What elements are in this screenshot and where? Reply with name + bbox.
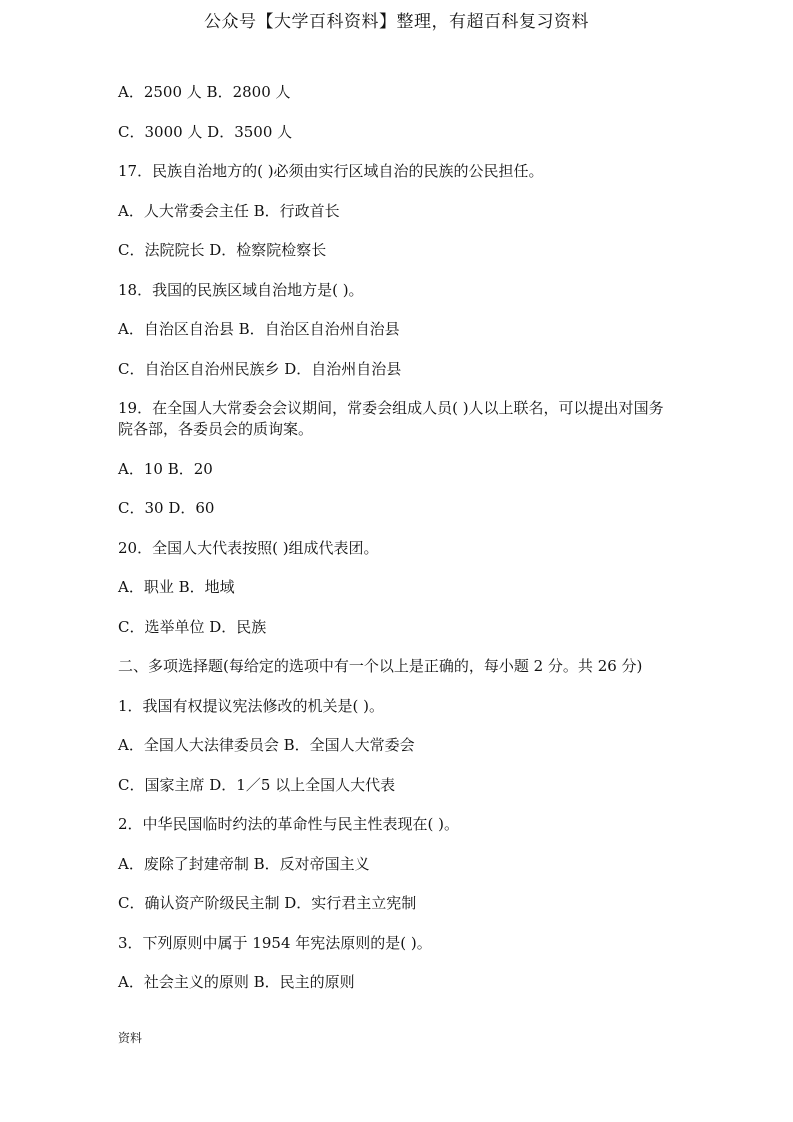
- option-line-m3-ab: A．社会主义的原则 B．民主的原则: [118, 973, 355, 991]
- question-18: 18．我国的民族区域自治地方是( )。: [118, 280, 364, 299]
- option-line-q20-ab: A．职业 B．地域: [118, 578, 235, 596]
- option-line-q16-ab: A．2500 人 B．2800 人: [118, 83, 291, 101]
- option-line-q20-cd: C．选举单位 D．民族: [118, 617, 267, 636]
- option-line-m1-cd: C．国家主席 D．1／5 以上全国人大代表: [118, 775, 396, 794]
- option-line-m1-ab: A．全国人大法律委员会 B．全国人大常委会: [118, 736, 415, 754]
- option-line-q17-ab: A．人大常委会主任 B．行政首长: [118, 201, 340, 220]
- question-m1: 1．我国有权提议宪法修改的机关是( )。: [118, 696, 385, 715]
- page-header: 公众号【大学百科资料】整理，有超百科复习资料: [204, 12, 589, 32]
- option-line-q17-cd: C．法院院长 D．检察院检察长: [118, 241, 327, 259]
- option-line-m2-cd: C．确认资产阶级民主制 D．实行君主立宪制: [118, 894, 417, 912]
- option-line-m2-ab: A．废除了封建帝制 B．反对帝国主义: [118, 854, 370, 873]
- option-line-q18-cd: C．自治区自治州民族乡 D．自治州自治县: [118, 359, 402, 378]
- option-line-q19-cd: C．30 D．60: [118, 499, 215, 517]
- section-heading-multiple-choice: 二、多项选择题(每给定的选项中有一个以上是正确的，每小题 2 分。共 26 分): [118, 657, 643, 675]
- option-line-q19-ab: A．10 B．20: [118, 459, 213, 478]
- document-body: [118, 82, 678, 1012]
- question-19: 19．在全国人大常委会会议期间，常委会组成人员( )人以上联名，可以提出对国务院各部，各委员会的质询案。: [118, 399, 664, 438]
- question-m2: 2．中华民国临时约法的革命性与民主性表现在( )。: [118, 815, 460, 833]
- question-m3: 3．下列原则中属于 1954 年宪法原则的是( )。: [118, 933, 432, 952]
- option-line-q18-ab: A．自治区自治县 B．自治区自治州自治县: [118, 320, 400, 338]
- page-footer: 资料: [118, 1031, 143, 1045]
- question-17: 17．民族自治地方的( )必须由实行区域自治的民族的公民担任。: [118, 162, 544, 180]
- option-line-q16-cd: C．3000 人 D．3500 人: [118, 122, 293, 141]
- question-20: 20．全国人大代表按照( )组成代表团。: [118, 538, 379, 557]
